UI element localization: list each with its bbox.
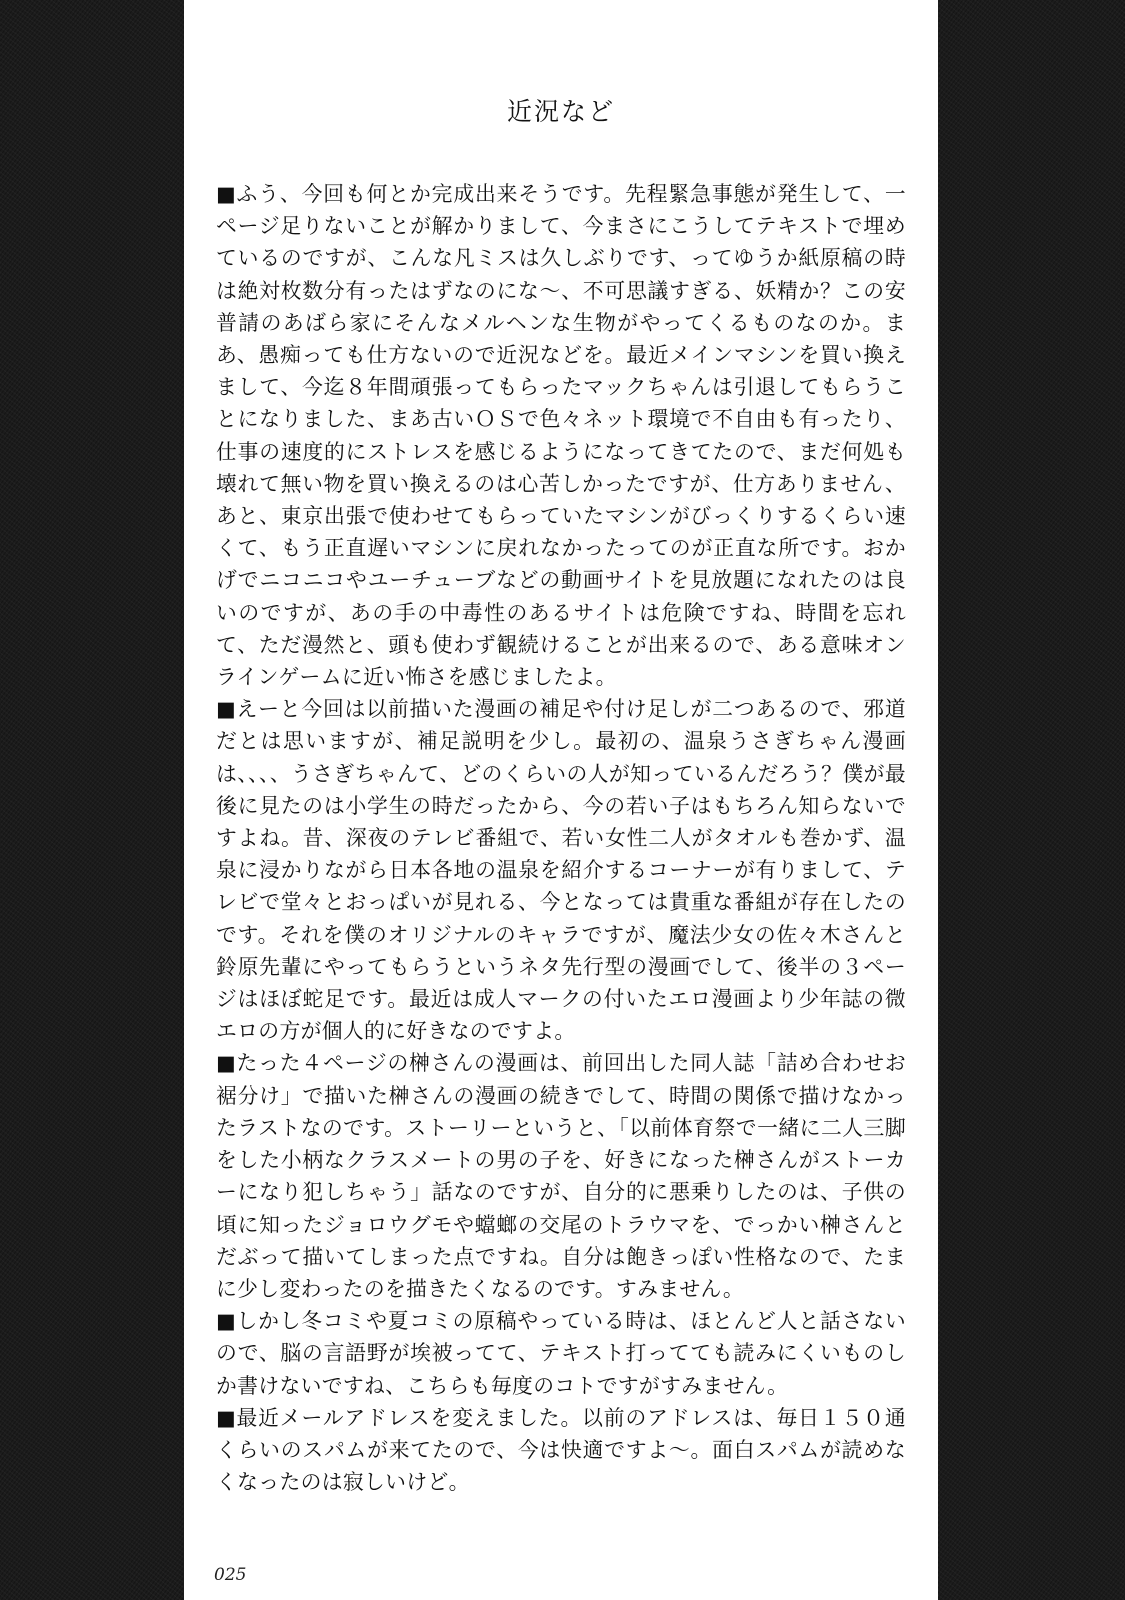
paragraph-recent-news: ■ふう、今回も何とか完成出来そうです。先程緊急事態が発生して、一ページ足りないことが解かりまして、今まさにこうしてテキストで埋めているのですが、こんな凡ミスは久しぶりです、ってゆうか紙原稿の時は絶対枚数分有ったはずなのにな～、不可思議すぎる、妖精か？この安普請のあばら家にそんなメルヘンな生物がやってくるものなのか。まあ、愚痴っても仕方ないので近況などを。最近メインマシンを買い換えまして、今迄８年間頑張ってもらったマックちゃんは引退してもらうことになりました、まあ古いＯＳで色々ネット環境で不自由も有ったり、仕事の速度的にストレスを感じるようになってきてたので、まだ何処も壊れて無い物を買い換えるのは心苦しかったですが、仕方ありません、あと、東京出張で使わせてもらっていたマシンがびっくりするくらい速くて、もう正直遅いマシンに戻れなかったってのが正直な所です。おかげでニコニコやユーチューブなどの動画サイトを見放題になれたのは良いのですが、あの手の中毒性のあるサイトは危険ですね、時間を忘れて、ただ漫然と、頭も使わず観続けることが出来るので、ある意味オンラインゲームに近い怖さを感じましたよ。	[216, 182, 906, 690]
document-page	[184, 0, 938, 1600]
paragraph-manga-notes: ■えーと今回は以前描いた漫画の補足や付け足しが二つあるので、邪道だとは思いますが、補足説明を少し。最初の、温泉うさぎちゃん漫画は、、、、うさぎちゃんて、どのくらいの人が知っているんだろう？僕が最後に見たのは小学生の時だったから、今の若い子はもちろん知らないですよね。昔、深夜のテレビ番組で、若い女性二人がタオルも巻かず、温泉に浸かりながら日本各地の温泉を紹介するコーナーが有りまして、テレビで堂々とおっぱいが見れる、今となっては貴重な番組が存在したのです。それを僕のオリジナルのキャラですが、魔法少女の佐々木さんと鈴原先輩にやってもらうというネタ先行型の漫画でして、後半の３ページはほぼ蛇足です。最近は成人マークの付いたエロ漫画より少年誌の微エロの方が個人的に好きなのですよ。	[216, 697, 906, 1044]
page-number: 025	[214, 1565, 247, 1585]
body-text	[216, 178, 906, 1498]
page-title: 近況など	[506, 97, 615, 126]
paragraph-apology: ■しかし冬コミや夏コミの原稿やっている時は、ほとんど人と話さないので、脳の言語野が埃被ってて、テキスト打ってても読みにくいものしか書けないですね、こちらも毎度のコトですがすみません。	[216, 1309, 906, 1398]
paragraph-sakaki-manga: ■たった４ページの榊さんの漫画は、前回出した同人誌「詰め合わせお裾分け」で描いた榊さんの漫画の続きでして、時間の関係で描けなかったラストなのです。ストーリーというと、「以前体育祭で一緒に二人三脚をした小柄なクラスメートの男の子を、好きになった榊さんがストーカーになり犯しちゃう」話なのですが、自分的に悪乗りしたのは、子供の頃に知ったジョロウグモや蟷螂の交尾のトラウマを、でっかい榊さんとだぶって描いてしまった点ですね。自分は飽きっぽい性格なので、たまに少し変わったのを描きたくなるのです。すみません。	[216, 1051, 906, 1301]
paragraph-email-change: ■最近メールアドレスを変えました。以前のアドレスは、毎日１５０通くらいのスパムが来てたので、今は快適ですよ～。面白スパムが読めなくなったのは寂しいけど。	[216, 1405, 906, 1495]
